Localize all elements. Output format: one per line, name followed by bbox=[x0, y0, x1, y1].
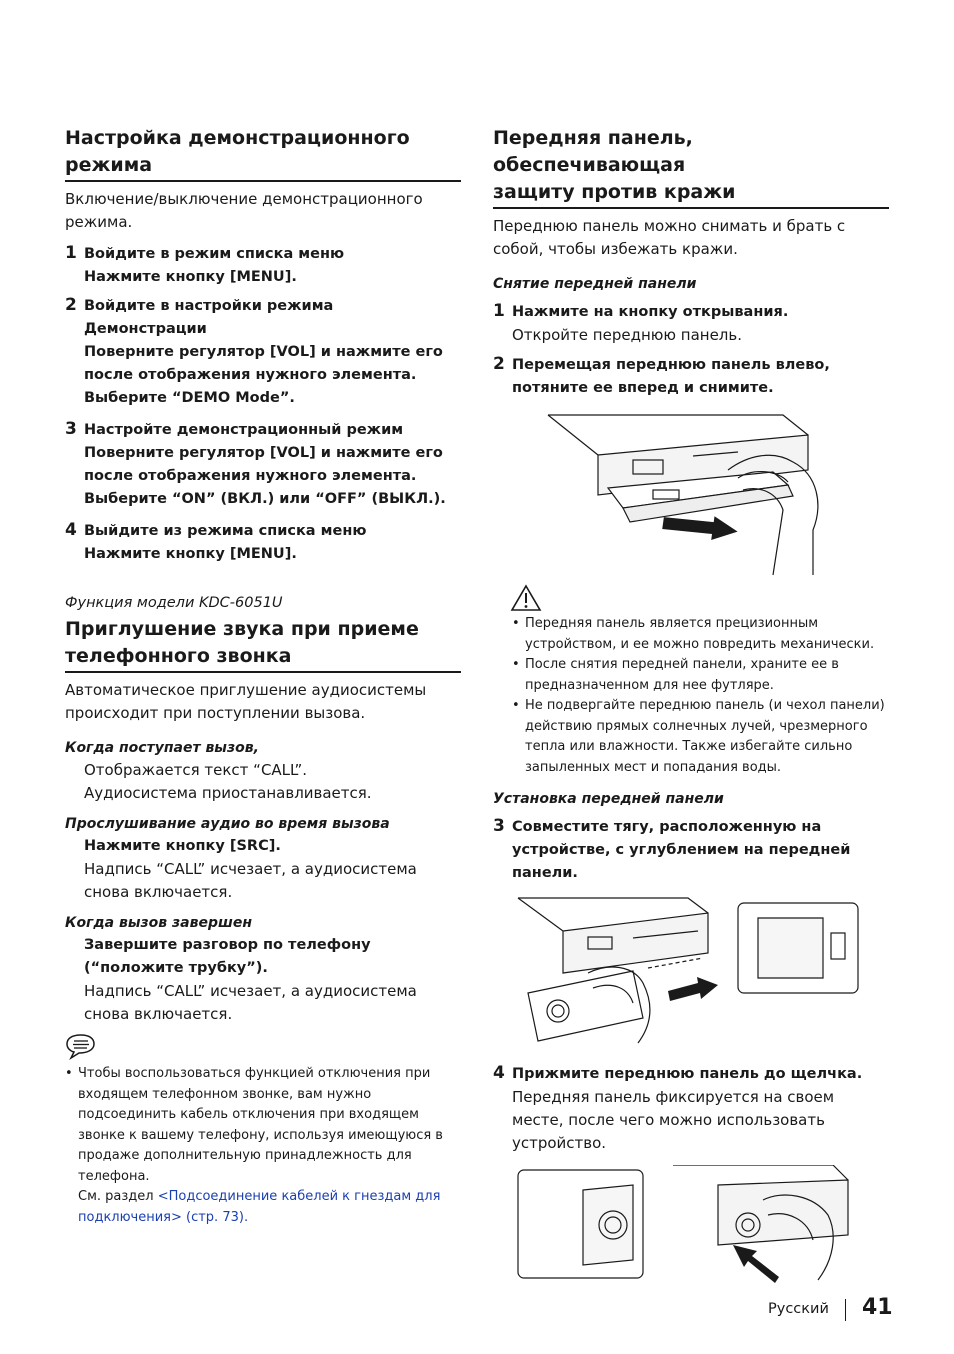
step-number: 1 bbox=[65, 243, 77, 263]
demo-heading-line1: Настройка демонстрационного bbox=[65, 127, 410, 149]
step-line: Нажмите на кнопку открывания. bbox=[512, 304, 789, 320]
step-line: Выйдите из режима списка меню bbox=[84, 523, 367, 539]
page-number: 41 bbox=[862, 1295, 893, 1320]
caution-item: • Передняя панель является прецизионным устройством, и ее можно повредить механически. bbox=[512, 614, 889, 655]
right-column bbox=[493, 125, 889, 1285]
step-number: 2 bbox=[493, 354, 505, 374]
note-see: См. раздел bbox=[78, 1189, 158, 1204]
step-line: Нажмите кнопку [MENU]. bbox=[84, 546, 297, 562]
removal-step-2 bbox=[493, 354, 889, 400]
step-number: 4 bbox=[65, 520, 77, 540]
caution-item: • После снятия передней панели, храните ее в предназначенном для нее футляре. bbox=[512, 655, 889, 696]
step-line: после отображения нужного элемента. bbox=[84, 367, 417, 383]
step-line: Перемещая переднюю панель влево, потяните ее вперед и снимите. bbox=[512, 357, 830, 396]
call-in-line: Отображается текст “CALL”. bbox=[84, 761, 307, 779]
caution-item: • Не подвергайте переднюю панель (и чехол панели) действию прямых солнечных лучей, чрезмерного тепла или влажности. Также избегайте сильно запыленных мест и попадания воды. bbox=[512, 696, 889, 778]
step-number: 3 bbox=[65, 419, 77, 439]
demo-intro: Включение/выключение демонстрационного режима. bbox=[65, 190, 423, 231]
mute-heading-line2: телефонного звонка bbox=[65, 645, 292, 667]
page-footer bbox=[768, 1295, 893, 1327]
call-end-title: Когда вызов завершен bbox=[65, 915, 253, 931]
step-line: Поверните регулятор [VOL] и нажмите его bbox=[84, 445, 443, 461]
mute-heading bbox=[65, 616, 461, 673]
step-line: Выберите “ON” (ВКЛ.) или “OFF” (ВЫКЛ.). bbox=[84, 491, 446, 507]
removal-step-1 bbox=[493, 301, 889, 347]
step-line: после отображения нужного элемента. bbox=[84, 468, 417, 484]
demo-heading bbox=[65, 125, 461, 182]
listen-title: Прослушивание аудио во время вызова bbox=[65, 816, 390, 832]
install-illustration bbox=[503, 893, 873, 1053]
step-number: 2 bbox=[65, 295, 77, 315]
step-line: Войдите в настройки режима bbox=[84, 298, 334, 314]
caution-list bbox=[493, 614, 889, 778]
step-line: Демонстрации bbox=[84, 321, 207, 337]
demo-step-1 bbox=[65, 243, 461, 289]
step-line: Войдите в режим списка меню bbox=[84, 246, 345, 262]
call-end-action: Завершите разговор по телефону (“положите трубку”). bbox=[84, 937, 371, 976]
footer-language: Русский bbox=[768, 1301, 829, 1317]
note-text: Чтобы воспользоваться функцией отключения при входящем телефонном звонке, вам нужно подсоединить кабель отключения при входящем звонке к вашему телефону, используя имеющуюся в продаже дополнительную принадлежность для телефона. bbox=[78, 1066, 443, 1184]
step-line: Нажмите кнопку [MENU]. bbox=[84, 269, 297, 285]
call-end-result: Надпись “CALL” исчезает, а аудиосистема снова включается. bbox=[84, 982, 417, 1023]
faceplate-heading-line1: Передняя панель, обеспечивающая bbox=[493, 127, 693, 176]
step-line: Совместите тягу, расположенную на устройстве, с углублением на передней панели. bbox=[512, 819, 851, 881]
faceplate-heading-line2: защиту против кражи bbox=[493, 181, 736, 203]
step-line: Прижмите переднюю панель до щелчка. bbox=[512, 1066, 863, 1082]
note-bullet bbox=[65, 1064, 461, 1228]
step-number: 3 bbox=[493, 816, 505, 836]
mute-heading-line1: Приглушение звука при приеме bbox=[65, 618, 419, 640]
call-in-title: Когда поступает вызов, bbox=[65, 740, 259, 756]
install-step-4 bbox=[493, 1063, 889, 1155]
demo-step-3 bbox=[65, 419, 461, 511]
model-note: Функция модели KDC-6051U bbox=[65, 595, 283, 611]
faceplate-heading bbox=[493, 125, 889, 209]
step-number: 4 bbox=[493, 1063, 505, 1083]
step-line: Настройте демонстрационный режим bbox=[84, 422, 404, 438]
connection-link[interactable]: <Подсоединение кабелей к гнездам для подключения> (стр. 73). bbox=[78, 1189, 441, 1225]
faceplate-intro: Переднюю панель можно снимать и брать с собой, чтобы избежать кражи. bbox=[493, 217, 846, 258]
removal-title: Снятие передней панели bbox=[493, 276, 697, 292]
footer-divider bbox=[845, 1299, 846, 1321]
press-illustration bbox=[513, 1165, 873, 1285]
step-line: Выберите “DEMO Mode”. bbox=[84, 390, 295, 406]
demo-heading-line2: режима bbox=[65, 154, 153, 176]
demo-step-2 bbox=[65, 295, 461, 410]
mute-intro: Автоматическое приглушение аудиосистемы происходит при поступлении вызова. bbox=[65, 681, 427, 722]
demo-step-4 bbox=[65, 520, 461, 566]
step-line: Передняя панель фиксируется на своем месте, после чего можно использовать устройство. bbox=[512, 1088, 835, 1152]
install-step-3 bbox=[493, 816, 889, 885]
caution-icon bbox=[510, 584, 542, 612]
listen-result: Надпись “CALL” исчезает, а аудиосистема снова включается. bbox=[84, 860, 417, 901]
install-title: Установка передней панели bbox=[493, 791, 724, 807]
call-in-line: Аудиосистема приостанавливается. bbox=[84, 784, 372, 802]
step-line: Поверните регулятор [VOL] и нажмите его bbox=[84, 344, 443, 360]
note-icon bbox=[65, 1032, 97, 1060]
left-column bbox=[65, 125, 461, 1228]
removal-illustration bbox=[538, 410, 838, 580]
step-line: Откройте переднюю панель. bbox=[512, 326, 743, 344]
step-number: 1 bbox=[493, 301, 505, 321]
listen-action: Нажмите кнопку [SRC]. bbox=[84, 838, 281, 854]
